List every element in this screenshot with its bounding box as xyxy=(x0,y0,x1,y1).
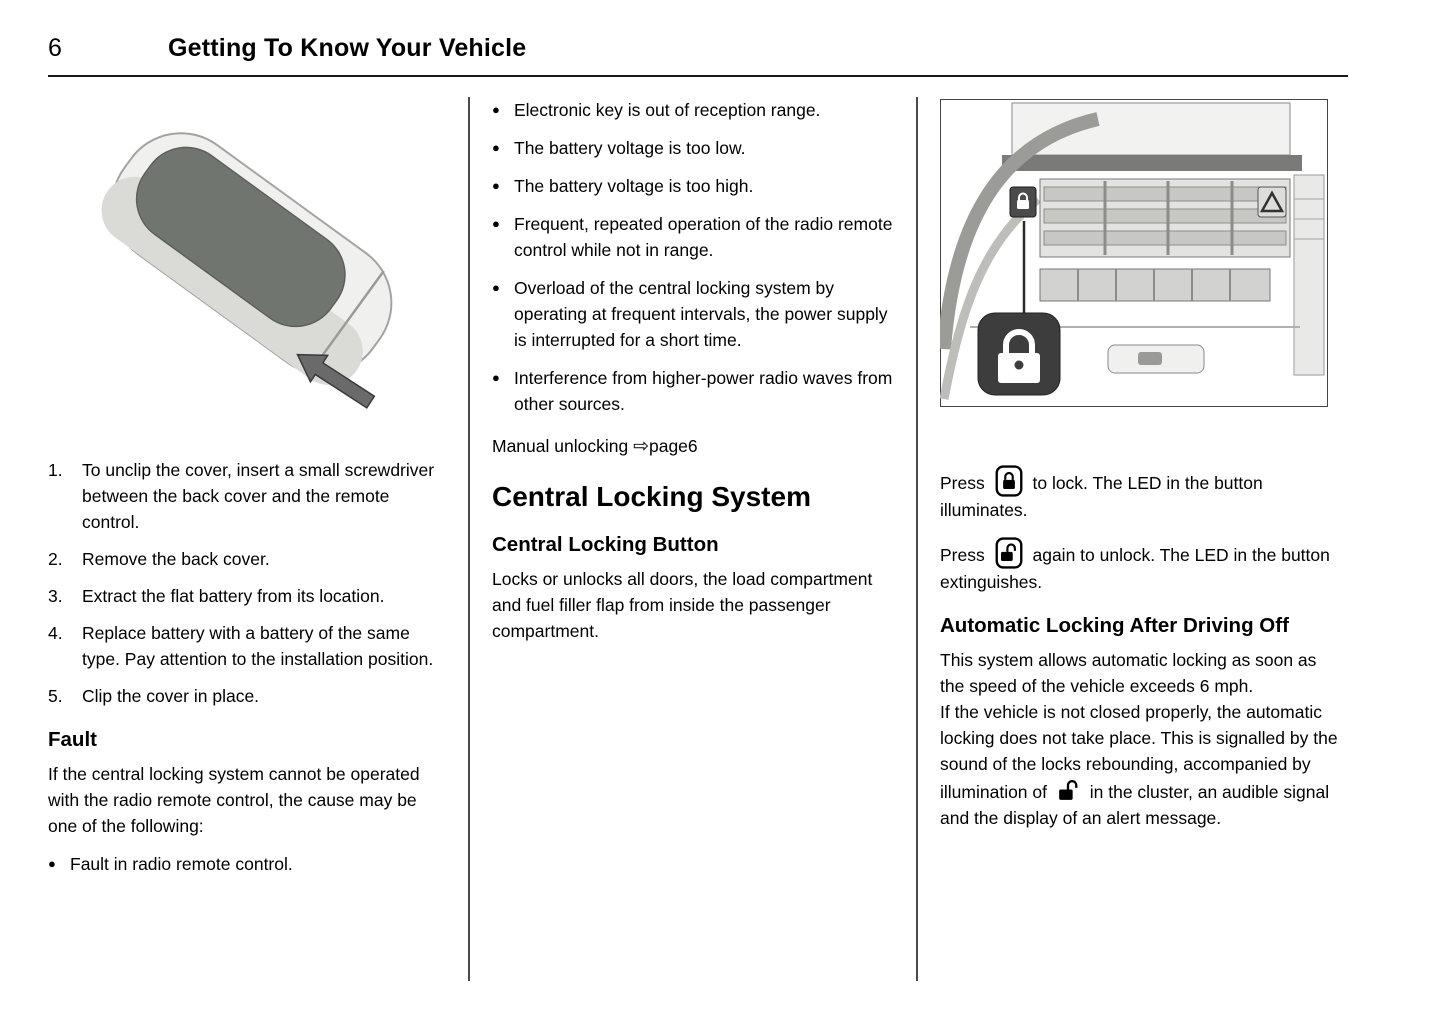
page-number: 6 xyxy=(48,34,62,62)
bullet-item xyxy=(48,851,446,877)
manual-unlocking-reference xyxy=(492,433,894,460)
step-number: 3. xyxy=(48,586,63,606)
step-text: Replace battery with a battery of the same type. Pay attention to the installation position. xyxy=(82,623,434,669)
bullet-dot xyxy=(48,851,70,877)
step-number: 5. xyxy=(48,686,63,706)
column-left xyxy=(48,97,446,981)
battery-replacement-steps xyxy=(48,457,446,709)
step-number: 1. xyxy=(48,460,63,480)
bullet-item xyxy=(492,365,894,417)
lock-button-icon xyxy=(995,465,1023,497)
bullet-item xyxy=(492,173,894,199)
column-right xyxy=(940,97,1344,981)
step-text: Clip the cover in place. xyxy=(82,686,260,706)
bullet-dot xyxy=(492,97,514,123)
step-text: To unclip the cover, insert a small screwdriver between the back cover and the remote control. xyxy=(82,460,435,532)
subsection-heading: Central Locking Button xyxy=(492,533,719,556)
automatic-locking-p2 xyxy=(940,699,1344,831)
step-text: Extract the flat battery from its location. xyxy=(82,586,385,606)
bullet-item xyxy=(492,97,894,123)
automatic-locking-p1: This system allows automatic locking as soon as the speed of the vehicle exceeds 6 mph. xyxy=(940,650,1317,696)
bullet-item xyxy=(492,211,894,263)
climate-controls xyxy=(1040,269,1270,301)
bullet-text: Frequent, repeated operation of the radio remote control while not in range. xyxy=(514,214,893,260)
section-heading: Central Locking System xyxy=(492,481,811,512)
step-item xyxy=(48,620,446,672)
automatic-locking-heading: Automatic Locking After Driving Off xyxy=(940,614,1289,637)
remote-control-illustration xyxy=(52,105,437,417)
glovebox-latch xyxy=(1108,345,1204,373)
bullet-text: Overload of the central locking system by operating at frequent intervals, the power supply is interrupted for a short time. xyxy=(514,278,888,350)
page-reference-arrow-icon: ⇨ xyxy=(633,436,649,457)
bullet-text: Electronic key is out of reception range. xyxy=(514,100,821,120)
step-item xyxy=(48,457,446,535)
lock-callout-icon xyxy=(978,313,1060,395)
fault-heading: Fault xyxy=(48,728,97,751)
step-item xyxy=(48,546,446,572)
step-number: 4. xyxy=(48,623,63,643)
unlock-button-icon xyxy=(995,537,1023,569)
step-text: Remove the back cover. xyxy=(82,549,270,569)
bullet-text: Interference from higher-power radio waves from other sources. xyxy=(514,368,893,414)
column-divider xyxy=(916,97,918,981)
press-to-unlock-text xyxy=(940,537,1344,595)
central-locking-button[interactable] xyxy=(1010,187,1036,217)
cluster-unlock-icon xyxy=(1057,777,1080,804)
content-columns xyxy=(48,97,1397,981)
page-title: Getting To Know Your Vehicle xyxy=(168,34,527,62)
screen-bezel xyxy=(1002,155,1302,171)
page-header xyxy=(48,34,1348,77)
air-vents xyxy=(1040,179,1290,257)
dashboard-illustration xyxy=(940,99,1328,407)
step-item xyxy=(48,583,446,609)
press-unlock-pre: Press xyxy=(940,545,985,565)
step-item xyxy=(48,683,446,709)
bullet-text: Fault in radio remote control. xyxy=(70,854,293,874)
column-divider xyxy=(468,97,470,981)
press-unlock-post: again to unlock. The LED in the button extinguishes. xyxy=(940,545,1330,592)
reference-label: Manual unlocking xyxy=(492,436,634,456)
press-lock-post: to lock. The LED in the button illuminates. xyxy=(940,473,1263,520)
step-number: 2. xyxy=(48,549,63,569)
auto-p2-post: in the cluster, an audible signal and the display of an alert message. xyxy=(940,782,1330,828)
bullet-text: The battery voltage is too low. xyxy=(514,138,746,158)
bullet-item xyxy=(492,275,894,353)
press-to-lock-text xyxy=(940,465,1344,523)
bullet-dot xyxy=(492,275,514,353)
fault-intro: If the central locking system cannot be operated with the radio remote control, the cause may be one of the following: xyxy=(48,764,420,836)
central-locking-body: Locks or unlocks all doors, the load compartment and fuel filler flap from inside the passenger compartment. xyxy=(492,569,873,641)
page-reference-target: page6 xyxy=(648,436,698,456)
bullet-dot xyxy=(492,211,514,263)
press-lock-pre: Press xyxy=(940,473,985,493)
hazard-button[interactable] xyxy=(1258,187,1286,217)
auto-p2-pre: If the vehicle is not closed properly, the automatic locking does not take place. This is signalled by the sound of the locks rebounding, accompanied by illumination of xyxy=(940,702,1338,802)
bullet-text: The battery voltage is too high. xyxy=(514,176,754,196)
dashboard-figure xyxy=(940,99,1328,407)
bullet-dot xyxy=(492,135,514,161)
bullet-item xyxy=(492,135,894,161)
remote-control-figure xyxy=(52,105,437,417)
bullet-dot xyxy=(492,365,514,417)
bullet-dot xyxy=(492,173,514,199)
column-middle xyxy=(492,97,894,981)
side-panel xyxy=(1294,175,1324,375)
